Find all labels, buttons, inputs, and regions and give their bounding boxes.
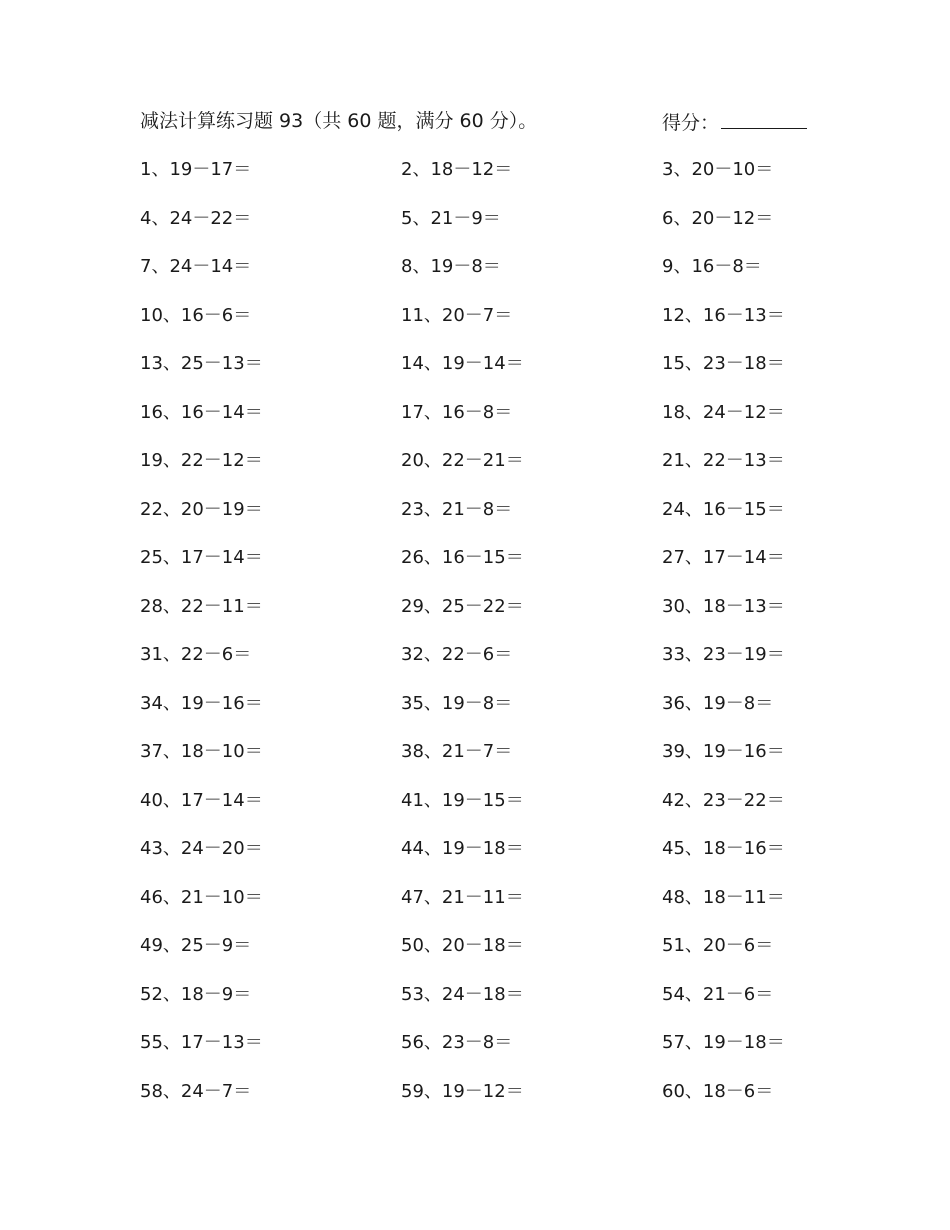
problem-27: 27、17－14＝	[662, 547, 785, 568]
problem-44: 44、19－18＝	[401, 838, 524, 859]
problem-28: 28、22－11＝	[140, 595, 263, 617]
problem-57: 57、19－18＝	[662, 1032, 785, 1053]
problem-45: 45、18－16＝	[662, 838, 785, 859]
problem-30: 30、18－13＝	[662, 595, 785, 617]
problem-18: 18、24－12＝	[662, 401, 785, 423]
problem-33: 33、23－19＝	[662, 644, 785, 665]
problem-5: 5、21－9＝	[401, 207, 501, 229]
problem-40: 40、17－14＝	[140, 789, 263, 811]
problem-38: 38、21－7＝	[401, 741, 513, 762]
problem-26: 26、16－15＝	[401, 547, 524, 568]
problem-42: 42、23－22＝	[662, 789, 785, 811]
problem-grid	[140, 157, 840, 1127]
problem-36: 36、19－8＝	[662, 692, 774, 714]
problem-35: 35、19－8＝	[401, 692, 513, 714]
problem-1: 1、19－17＝	[140, 159, 252, 180]
score-blank-line[interactable]	[721, 108, 807, 129]
problem-50: 50、20－18＝	[401, 935, 524, 956]
problem-6: 6、20－12＝	[662, 207, 774, 229]
problem-25: 25、17－14＝	[140, 547, 263, 568]
problem-14: 14、19－14＝	[401, 353, 524, 374]
problem-19: 19、22－12＝	[140, 450, 263, 471]
problem-15: 15、23－18＝	[662, 353, 785, 374]
problem-41: 41、19－15＝	[401, 789, 524, 811]
problem-2: 2、18－12＝	[401, 159, 513, 180]
problem-39: 39、19－16＝	[662, 741, 785, 762]
problem-52: 52、18－9＝	[140, 983, 252, 1005]
problem-20: 20、22－21＝	[401, 450, 524, 471]
problem-11: 11、20－7＝	[401, 304, 513, 326]
problem-43: 43、24－20＝	[140, 838, 263, 859]
problem-59: 59、19－12＝	[401, 1080, 524, 1102]
worksheet-title: 减法计算练习题 93（共 60 题，满分 60 分）。	[140, 110, 538, 132]
problem-17: 17、16－8＝	[401, 401, 513, 423]
problem-32: 32、22－6＝	[401, 644, 513, 665]
problem-22: 22、20－19＝	[140, 498, 263, 520]
problem-58: 58、24－7＝	[140, 1080, 252, 1102]
problem-24: 24、16－15＝	[662, 498, 785, 520]
problem-13: 13、25－13＝	[140, 353, 263, 374]
problem-51: 51、20－6＝	[662, 935, 774, 956]
problem-47: 47、21－11＝	[401, 886, 524, 908]
problem-3: 3、20－10＝	[662, 159, 774, 180]
problem-7: 7、24－14＝	[140, 256, 252, 277]
problem-29: 29、25－22＝	[401, 595, 524, 617]
score-label: 得分：	[662, 112, 720, 134]
problem-16: 16、16－14＝	[140, 401, 263, 423]
problem-46: 46、21－10＝	[140, 886, 263, 908]
problem-53: 53、24－18＝	[401, 983, 524, 1005]
score-field	[662, 108, 807, 136]
problem-60: 60、18－6＝	[662, 1080, 774, 1102]
problem-21: 21、22－13＝	[662, 450, 785, 471]
problem-9: 9、16－8＝	[662, 256, 762, 277]
problem-54: 54、21－6＝	[662, 983, 774, 1005]
problem-48: 48、18－11＝	[662, 886, 785, 908]
problem-8: 8、19－8＝	[401, 256, 501, 277]
problem-37: 37、18－10＝	[140, 741, 263, 762]
problem-55: 55、17－13＝	[140, 1032, 263, 1053]
problem-56: 56、23－8＝	[401, 1032, 513, 1053]
problem-4: 4、24－22＝	[140, 207, 252, 229]
problem-12: 12、16－13＝	[662, 304, 785, 326]
problem-49: 49、25－9＝	[140, 935, 252, 956]
problem-10: 10、16－6＝	[140, 304, 252, 326]
problem-23: 23、21－8＝	[401, 498, 513, 520]
problem-34: 34、19－16＝	[140, 692, 263, 714]
problem-31: 31、22－6＝	[140, 644, 252, 665]
